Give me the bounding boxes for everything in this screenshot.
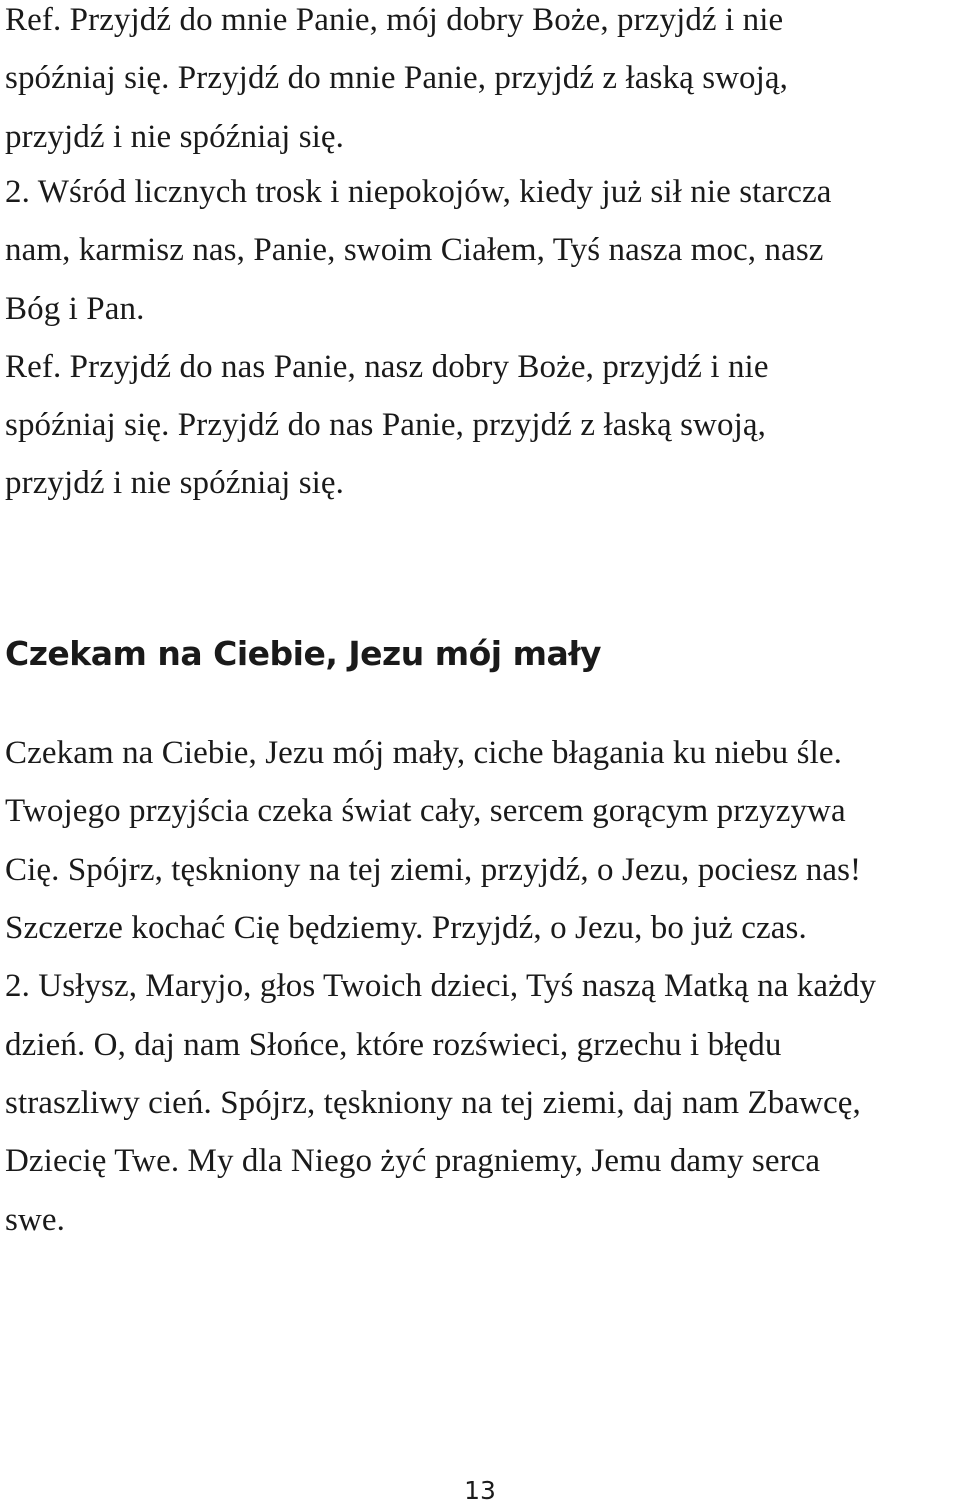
text-line: przyjdź i nie spóźniaj się.: [5, 119, 345, 155]
text-line: Ref. Przyjdź do nas Panie, nasz dobry Boże, przyjdź i nie: [5, 349, 769, 385]
text-line: Ref. Przyjdź do mnie Panie, mój dobry Boże, przyjdź i nie: [5, 2, 784, 38]
song-title: Czekam na Ciebie, Jezu mój mały: [5, 634, 602, 673]
song-line: straszliwy cień. Spójrz, tęskniony na tej ziemi, daj nam Zbawcę,: [5, 1085, 861, 1121]
page-number: 13: [464, 1476, 496, 1505]
song-line: Dziecię Twe. My dla Niego żyć pragniemy, Jemu damy serca: [5, 1143, 821, 1179]
text-line: spóźniaj się. Przyjdź do nas Panie, przyjdź z łaską swoją,: [5, 407, 766, 443]
text-line: przyjdź i nie spóźniaj się.: [5, 465, 345, 501]
song-line: swe.: [5, 1202, 65, 1238]
text-line: spóźniaj się. Przyjdź do mnie Panie, przyjdź z łaską swoją,: [5, 60, 789, 96]
text-line: Bóg i Pan.: [5, 291, 145, 327]
text-line: 2. Wśród licznych trosk i niepokojów, kiedy już sił nie starcza: [5, 174, 832, 210]
song-line: Twojego przyjścia czeka świat cały, sercem gorącym przyzywa: [5, 793, 846, 829]
song-line: dzień. O, daj nam Słońce, które rozświeci, grzechu i błędu: [5, 1027, 782, 1063]
song-line: 2. Usłysz, Maryjo, głos Twoich dzieci, Tyś naszą Matką na każdy: [5, 968, 877, 1004]
text-line: nam, karmisz nas, Panie, swoim Ciałem, Tyś nasza moc, nasz: [5, 232, 824, 268]
song-line: Szczerze kochać Cię będziemy. Przyjdź, o Jezu, bo już czas.: [5, 910, 807, 946]
song-line: Cię. Spójrz, tęskniony na tej ziemi, przyjdź, o Jezu, pociesz nas!: [5, 852, 862, 888]
song-line: Czekam na Ciebie, Jezu mój mały, ciche błagania ku niebu śle.: [5, 735, 842, 771]
